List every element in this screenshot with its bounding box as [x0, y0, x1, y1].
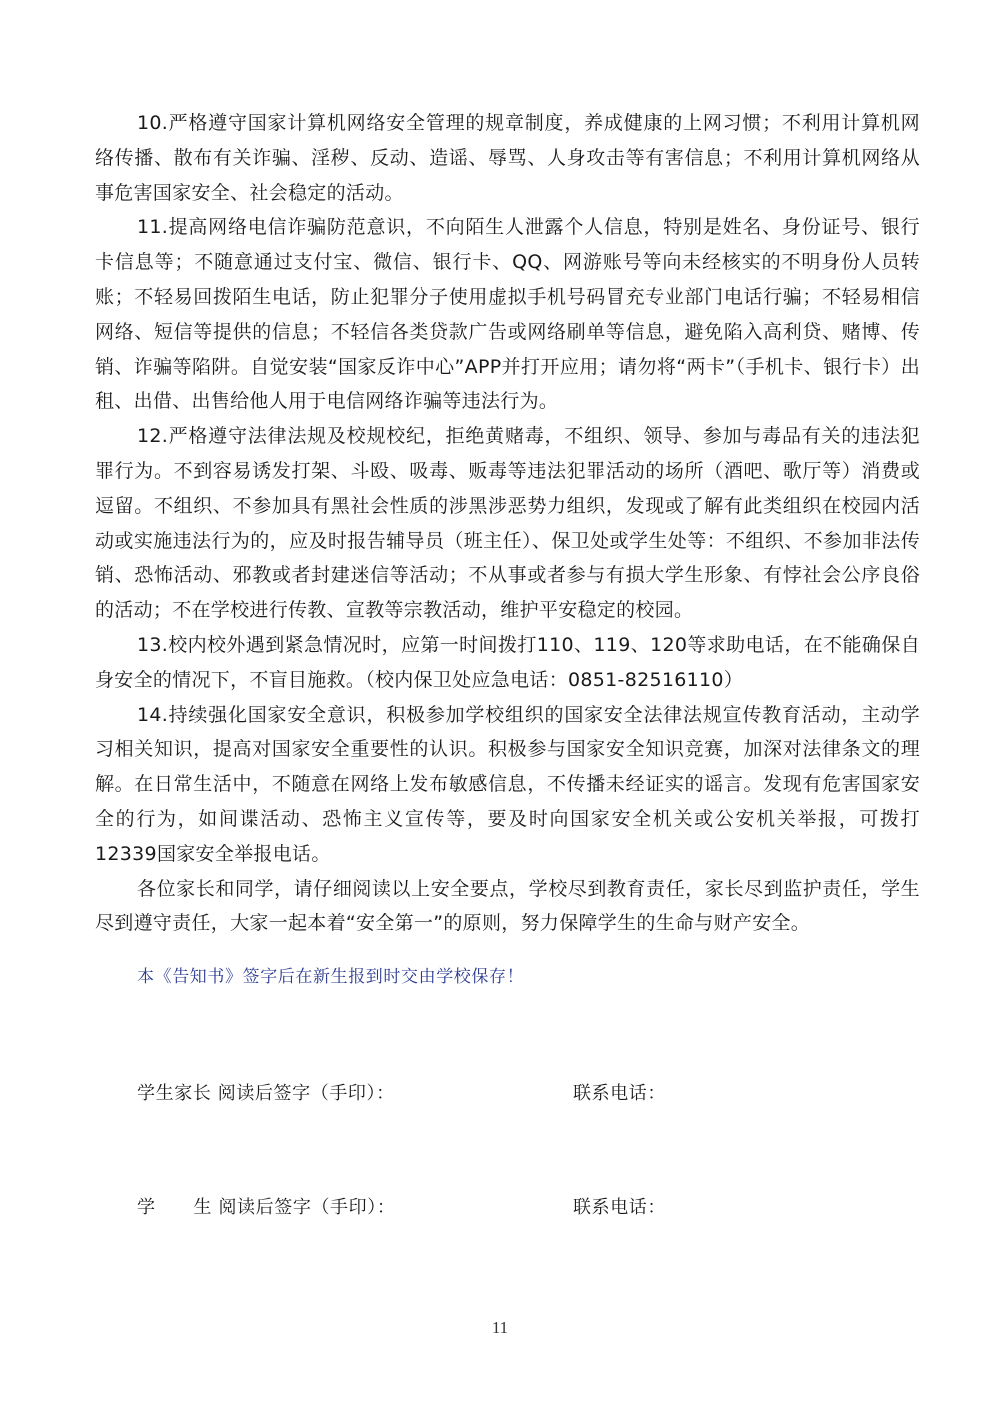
closing-paragraph: 各位家长和同学，请仔细阅读以上安全要点，学校尽到教育责任，家长尽到监护责任，学生尽到遵守责任，大家一起本着“安全第一”的原则，努力保障学生的生命与财产安全。 — [95, 877, 920, 935]
student-phone-label: 联系电话： — [573, 1197, 666, 1218]
paragraph-item-14: 14.持续强化国家安全意识，积极参加学校组织的国家安全法律法规宣传教育活动，主动学习相关知识，提高对国家安全重要性的认识。积极参与国家安全知识竞赛，加深对法律条文的理解。在日常生活中，不随意在网络上发布敏感信息，不传播未经证实的谣言。发现有危害国家安全的行为，如间谍活动、恐怖主义宣传等，要及时向国家安全机关或公安机关举报，可拨打12339国家安全举报电话。 — [95, 703, 920, 865]
storage-notice: 本《告知书》签字后在新生报到时交由学校保存！ — [137, 967, 525, 987]
paragraph-item-11: 11.提高网络电信诈骗防范意识，不向陌生人泄露个人信息，特别是姓名、身份证号、银行卡信息等；不随意通过支付宝、微信、银行卡、QQ、网游账号等向未经核实的不明身份人员转账；不轻易回拨陌生电话，防止犯罪分子使用虚拟手机号码冒充专业部门电话行骗；不轻易相信网络、短信等提供的信息；不轻信各类贷款广告或网络刷单等信息，避免陷入高利贷、赌博、传销、诈骗等陷阱。自觉安装“国家反诈中心”APP并打开应用；请勿将“两卡”（手机卡、银行卡）出租、出借、出售给他人用于电信网络诈骗等违法行为。 — [95, 216, 920, 413]
paragraph-item-13: 13.校内校外遇到紧急情况时，应第一时间拨打110、119、120等求助电话，在不能确保自身安全的情况下，不盲目施救。（校内保卫处应急电话：0851-82516110） — [95, 633, 920, 691]
parent-signature-label: 学生家长 阅读后签字（手印）： — [137, 1083, 395, 1104]
page-number: 11 — [491, 1318, 509, 1337]
document-body — [95, 106, 920, 941]
paragraph-item-12: 12.严格遵守法律法规及校规校纪，拒绝黄赌毒，不组织、领导、参加与毒品有关的违法犯罪行为。不到容易诱发打架、斗殴、吸毒、贩毒等违法犯罪活动的场所（酒吧、歌厅等）消费或逗留。不组织、不参加具有黑社会性质的涉黑涉恶势力组织，发现或了解有此类组织在校园内活动或实施违法行为的，应及时报告辅导员（班主任）、保卫处或学生处等：不组织、不参加非法传销、恐怖活动、邪教或者封建迷信等活动；不从事或者参与有损大学生形象、有悖社会公序良俗的活动；不在学校进行传教、宣教等宗教活动，维护平安稳定的校园。 — [95, 425, 920, 622]
student-signature-label: 学 生 阅读后签字（手印）： — [137, 1197, 396, 1218]
paragraph-item-10: 10.严格遵守国家计算机网络安全管理的规章制度，养成健康的上网习惯；不利用计算机网络传播、散布有关诈骗、淫秽、反动、造谣、辱骂、人身攻击等有害信息；不利用计算机网络从事危害国家安全、社会稳定的活动。 — [95, 112, 920, 204]
parent-phone-label: 联系电话： — [573, 1083, 666, 1104]
